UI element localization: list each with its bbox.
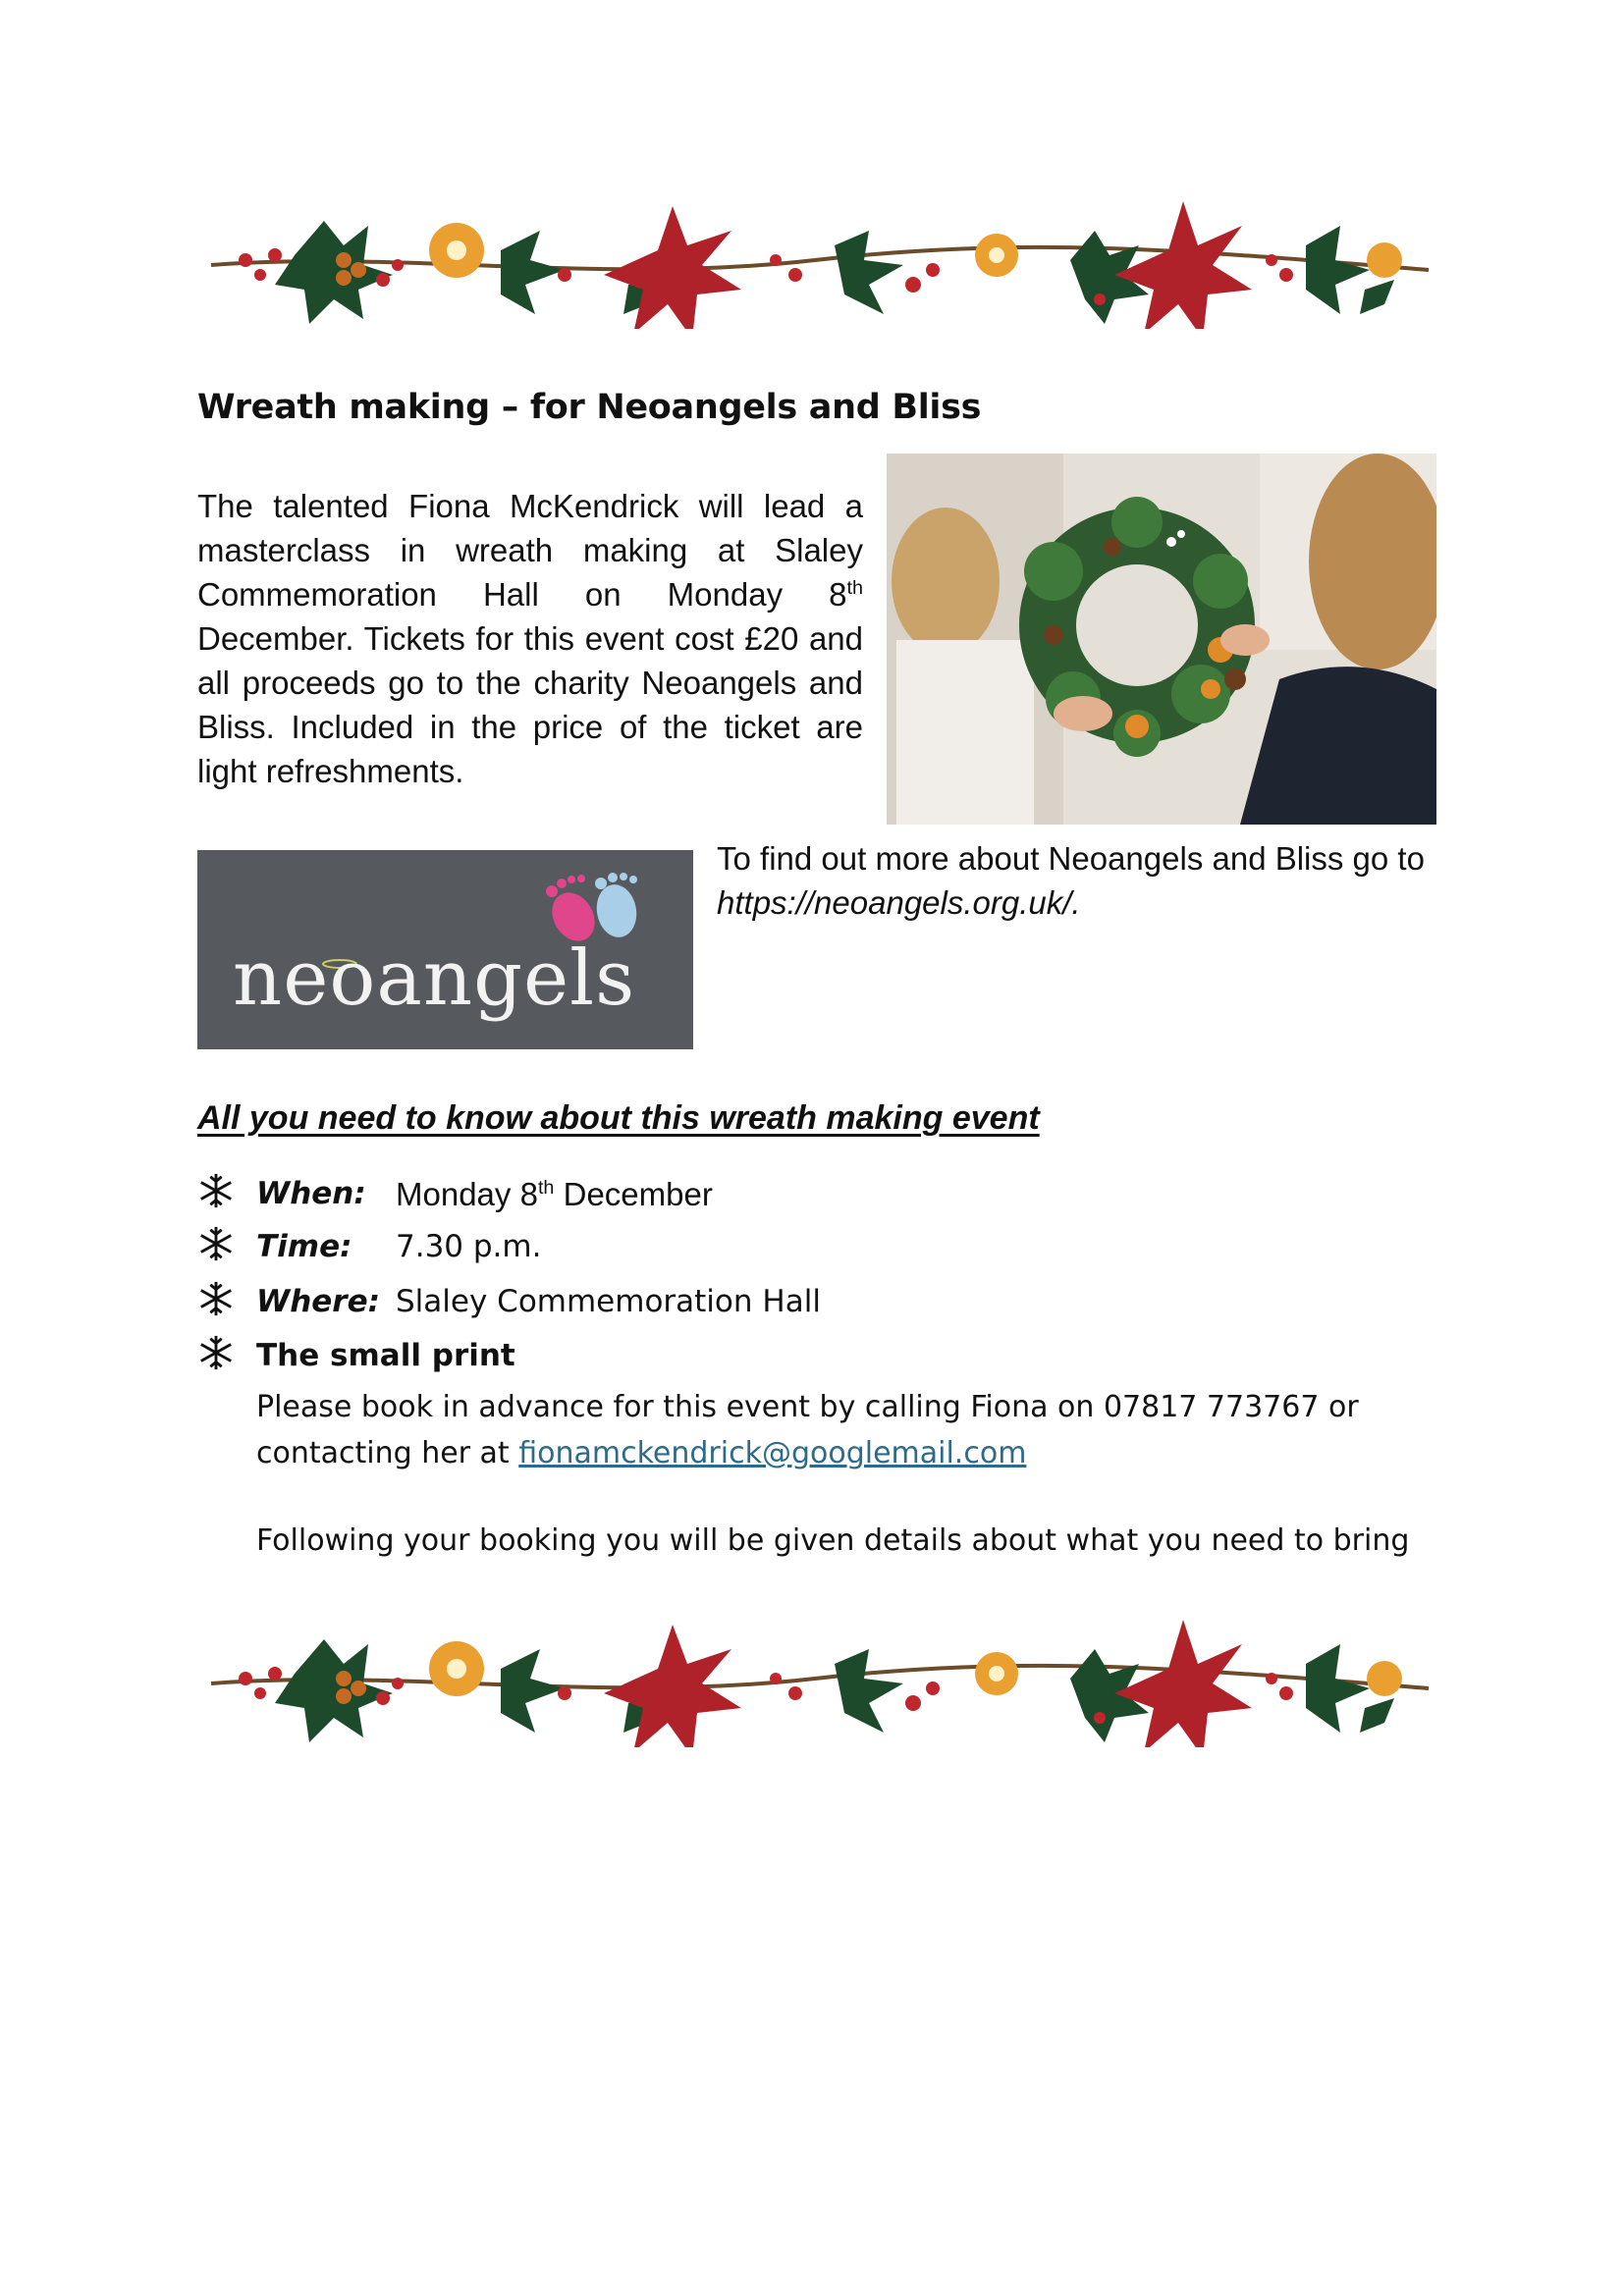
christmas-garland-top — [206, 191, 1434, 329]
page-title: Wreath making – for Neoangels and Bliss — [197, 388, 982, 427]
section-heading: All you need to know about this wreath making event — [197, 1099, 1040, 1137]
detail-when — [197, 1176, 713, 1225]
intro-text-2: December. Tickets for this event cost £20 and all proceeds go to the charity Neoangels and Bliss. Included in the price of the ticket are light refreshments. — [197, 620, 863, 789]
when-value — [396, 1176, 713, 1213]
time-label: Time: — [256, 1229, 352, 1264]
small-print-heading: The small print — [256, 1338, 515, 1373]
time-value: 7.30 p.m. — [396, 1229, 542, 1264]
booking-followup-text: Following your booking you will be given details about what you need to bring — [256, 1523, 1410, 1558]
christmas-garland-bottom — [206, 1610, 1434, 1747]
intro-paragraph — [197, 484, 863, 793]
where-label: Where: — [256, 1284, 380, 1319]
detail-where — [197, 1284, 821, 1333]
detail-small-print — [197, 1338, 235, 1387]
snowflake-art — [201, 1227, 231, 1260]
when-label: When: — [256, 1176, 366, 1211]
wreath-photo-art — [887, 454, 1436, 825]
when-value-text: Monday 8 — [396, 1176, 538, 1212]
garland-art — [211, 1620, 1429, 1747]
more-info-text: To find out more about Neoangels and Bliss go to — [717, 840, 1425, 877]
intro-superscript: th — [846, 577, 863, 599]
logo-wordmark: neoangels — [233, 934, 636, 1023]
wreath-photo — [887, 454, 1436, 825]
email-link[interactable]: fionamckendrick@googlemail.com — [518, 1436, 1027, 1470]
snowflake-icon — [197, 1225, 235, 1262]
neoangels-url[interactable]: https://neoangels.org.uk/. — [717, 884, 1081, 921]
snowflake-art — [201, 1174, 231, 1207]
more-info — [717, 836, 1443, 925]
when-value-month: December — [554, 1176, 713, 1212]
small-print-body — [256, 1384, 1385, 1476]
snowflake-icon — [197, 1172, 235, 1209]
snowflake-art — [201, 1282, 231, 1315]
garland-art — [211, 201, 1429, 329]
when-superscript: th — [537, 1177, 555, 1199]
neoangels-logo — [197, 850, 693, 1049]
snowflake-art — [201, 1336, 231, 1369]
intro-text-1: The talented Fiona McKendrick will lead a masterclass in wreath making at Slaley Commemoration Hall on Monday 8 — [197, 488, 863, 613]
detail-time — [197, 1229, 542, 1278]
snowflake-icon — [197, 1334, 235, 1371]
small-print-text: Please book in advance for this event by calling Fiona on 07817 773767 or contacting her at — [256, 1390, 1359, 1470]
snowflake-icon — [197, 1280, 235, 1317]
where-value: Slaley Commemoration Hall — [396, 1284, 821, 1319]
